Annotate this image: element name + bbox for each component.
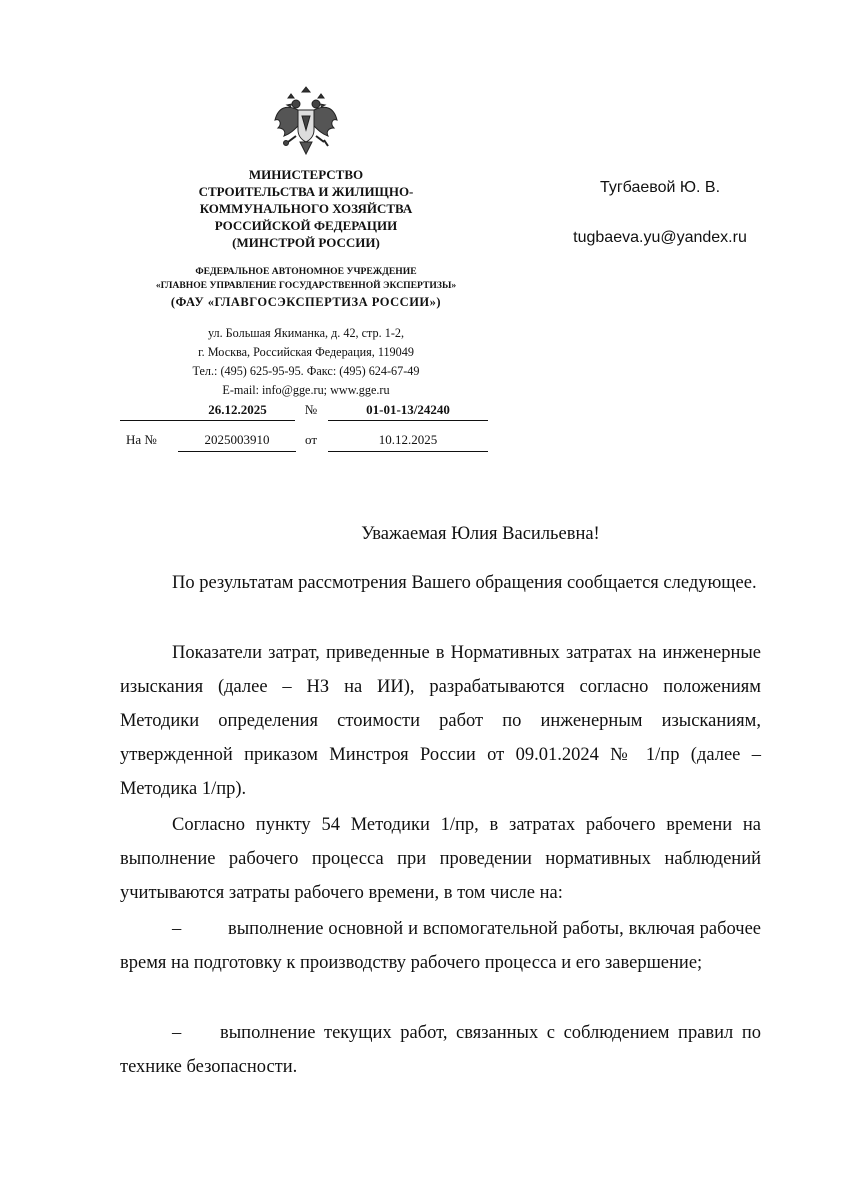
ministry-line: СТРОИТЕЛЬСТВА И ЖИЛИЩНО- (198, 184, 414, 199)
ministry-line: РОССИЙСКОЙ ФЕДЕРАЦИИ (214, 218, 398, 233)
paragraph-2-text: Показатели затрат, приведенные в Нормативных затратах на инженерные изыскания (далее – НЗ на ИИ), разрабатываются согласно положениям Методики определения стоимости работ по инженерным изысканиям, утвержденной приказом Минстроя России от 09.01.2024 № 1/пр (далее – Методика 1/пр). (120, 643, 761, 799)
number-sign: № (304, 402, 318, 417)
list-item-text: выполнение текущих работ, связанных с соблюдением правил по технике безопасности. (120, 1023, 761, 1077)
ministry-line: МИНИСТЕРСТВО (248, 167, 364, 182)
addressee-name: Тугбаевой Ю. В. (599, 179, 721, 196)
agency-line: «ГЛАВНОЕ УПРАВЛЕНИЕ ГОСУДАРСТВЕННОЙ ЭКСПЕРТИЗЫ» (155, 280, 457, 291)
incoming-number-underline (178, 451, 296, 452)
agency-line: ФЕДЕРАЛЬНОЕ АВТОНОМНОЕ УЧРЕЖДЕНИЕ (195, 266, 417, 277)
address-line: г. Москва, Российская Федерация, 119049 (198, 345, 414, 359)
addressee-email: tugbaeva.yu@yandex.ru (573, 229, 747, 246)
paragraph-3-text: Согласно пункту 54 Методики 1/пр, в затратах рабочего времени на выполнение рабочего процесса при проведении нормативных наблюдений учитываются затраты рабочего времени, в том числе на: (120, 815, 761, 903)
address-line: ул. Большая Якиманка, д. 42, стр. 1-2, (207, 326, 405, 340)
in-reply-prefix: На № (126, 432, 157, 447)
outgoing-number: 01-01-13/24240 (366, 402, 450, 417)
list-item-text: выполнение основной и вспомогательной работы, включая рабочее время на подготовку к производству рабочего процесса и его завершение; (120, 919, 761, 973)
sender-address-block (150, 324, 462, 400)
outgoing-date: 26.12.2025 (208, 402, 267, 417)
address-line: E-mail: info@gge.ru; www.gge.ru (222, 383, 390, 397)
salutation: Уважаемая Юлия Васильевна! (361, 524, 600, 544)
incoming-date-underline (328, 451, 488, 452)
paragraph-1-text: По результатам рассмотрения Вашего обращения сообщается следующее. (172, 573, 757, 593)
registration-block (120, 402, 490, 458)
paragraph-1 (120, 566, 761, 600)
incoming-date: 10.12.2025 (378, 432, 438, 447)
paragraph-2 (120, 636, 761, 806)
ministry-name-block (150, 166, 462, 251)
ministry-line: КОММУНАЛЬНОГО ХОЗЯЙСТВА (199, 201, 413, 216)
list-marker: – (172, 1023, 182, 1043)
list-item (120, 1016, 761, 1084)
agency-name-block (118, 265, 494, 311)
paragraph-3 (120, 808, 761, 910)
address-line: Тел.: (495) 625-95-95. Факс: (495) 624-67-49 (192, 364, 420, 378)
from-label: от (304, 432, 317, 447)
agency-short-name: (ФАУ «ГЛАВГОСЭКСПЕРТИЗА РОССИИ») (170, 295, 442, 309)
list-marker: – (172, 919, 182, 939)
outgoing-date-underline (120, 420, 295, 421)
incoming-number: 2025003910 (204, 432, 270, 447)
ministry-line: (МИНСТРОЙ РОССИИ) (232, 235, 380, 250)
list-item (120, 912, 761, 980)
coat-of-arms-emblem (272, 84, 340, 156)
outgoing-number-underline (328, 420, 488, 421)
